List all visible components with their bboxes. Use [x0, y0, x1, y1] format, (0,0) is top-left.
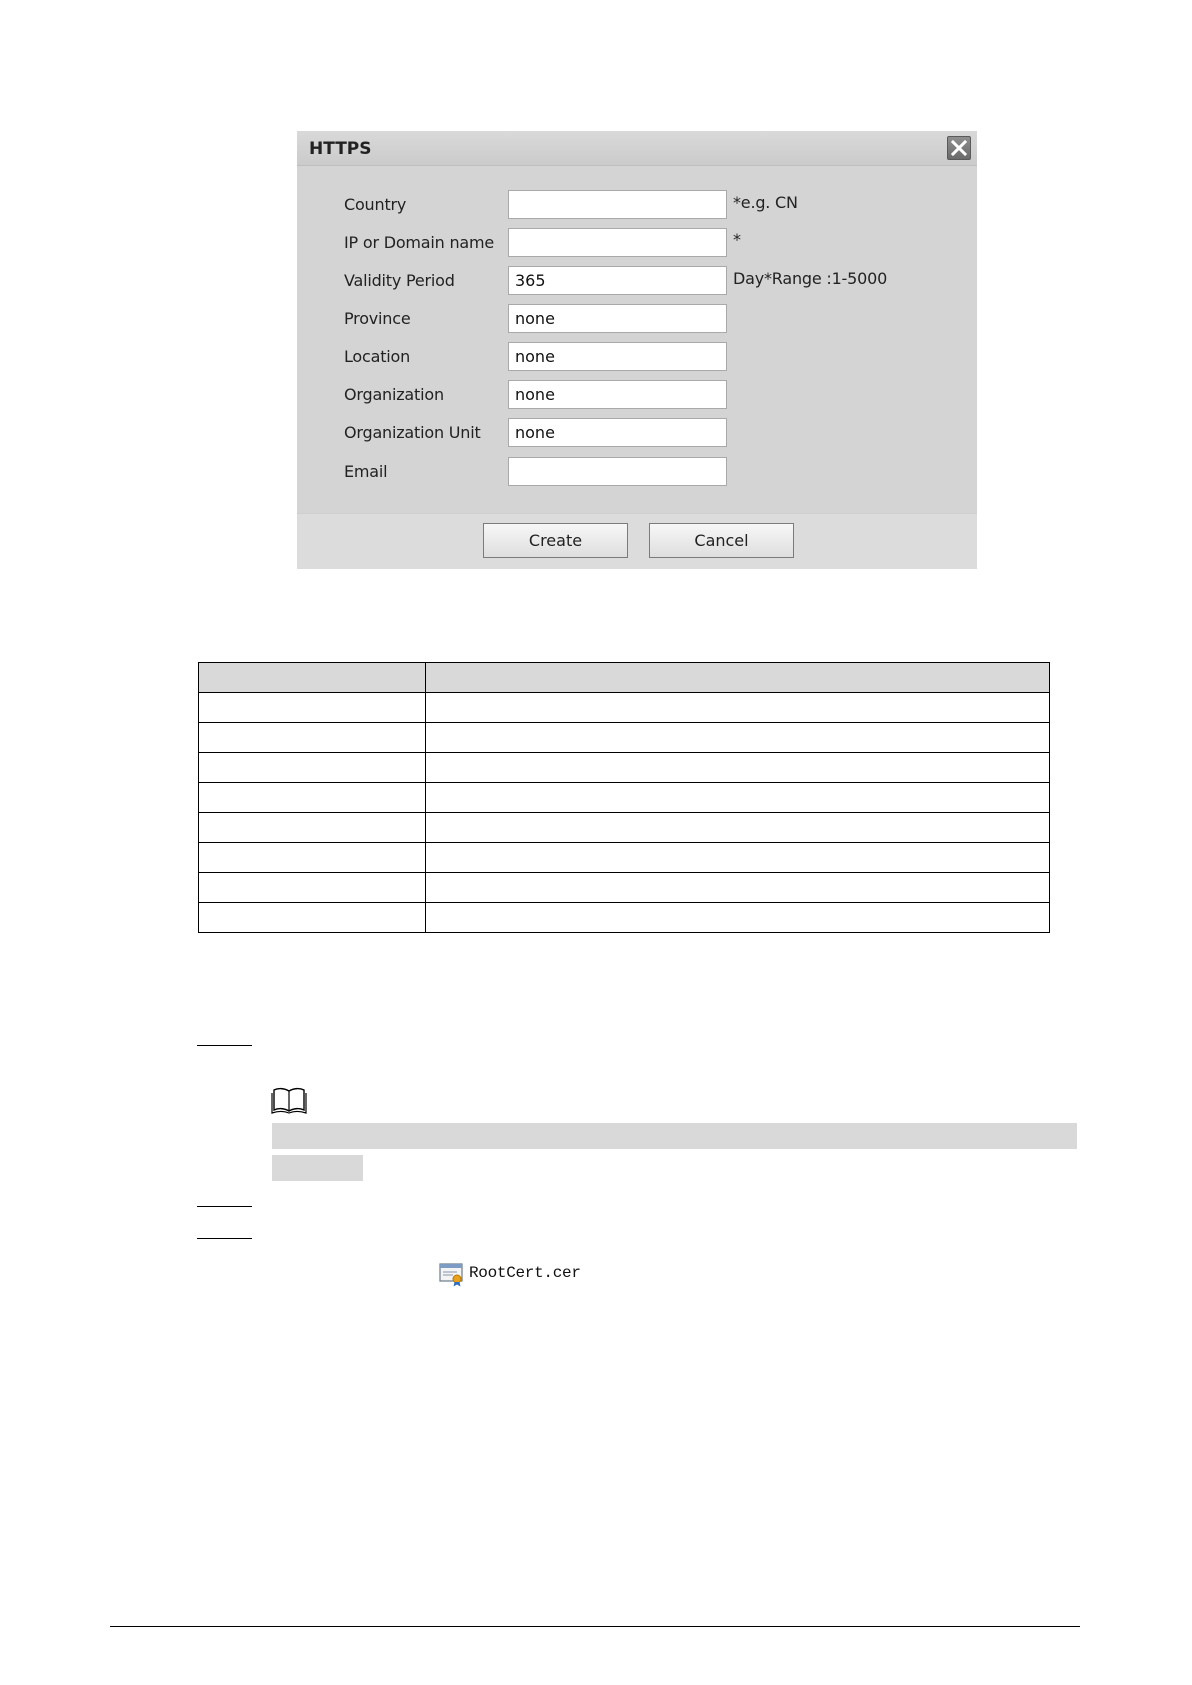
- dialog-header: [297, 131, 977, 166]
- table-row: [199, 903, 1050, 933]
- step-marker-3: [197, 1238, 252, 1239]
- table-header-row: [199, 663, 1050, 693]
- organization-input[interactable]: [508, 380, 727, 409]
- table-row: [199, 873, 1050, 903]
- table-cell: [426, 723, 1050, 753]
- table-header-description: [426, 663, 1050, 693]
- table-cell: [199, 783, 426, 813]
- table-cell: [199, 873, 426, 903]
- email-input[interactable]: [508, 457, 727, 486]
- table-cell: [199, 813, 426, 843]
- https-dialog: [297, 131, 977, 569]
- table-row: [199, 783, 1050, 813]
- table-row: [199, 753, 1050, 783]
- email-label: Email: [344, 462, 388, 481]
- table-header-parameter: [199, 663, 426, 693]
- table-cell: [426, 693, 1050, 723]
- country-input[interactable]: [508, 190, 727, 219]
- parameter-table: [198, 662, 1050, 933]
- table-cell: [199, 903, 426, 933]
- validity-period-input[interactable]: [508, 266, 727, 295]
- step-marker-1: [197, 1045, 252, 1046]
- organization-unit-input[interactable]: [508, 418, 727, 447]
- table-cell: [426, 783, 1050, 813]
- note-highlight-line-2: [272, 1155, 363, 1181]
- organization-unit-label: Organization Unit: [344, 423, 481, 442]
- table-row: [199, 723, 1050, 753]
- validity-period-hint: Day*Range :1-5000: [733, 269, 888, 288]
- table-cell: [426, 903, 1050, 933]
- table-cell: [199, 723, 426, 753]
- close-icon: [948, 137, 970, 159]
- location-input[interactable]: [508, 342, 727, 371]
- country-label: Country: [344, 195, 407, 214]
- table-cell: [426, 873, 1050, 903]
- province-input[interactable]: [508, 304, 727, 333]
- dialog-title: HTTPS: [309, 139, 372, 159]
- table-cell: [199, 753, 426, 783]
- table-cell: [426, 843, 1050, 873]
- table-cell: [426, 753, 1050, 783]
- table-cell: [426, 813, 1050, 843]
- ip-domain-label: IP or Domain name: [344, 233, 495, 252]
- ip-domain-hint: *: [733, 230, 741, 249]
- ip-domain-input[interactable]: [508, 228, 727, 257]
- validity-period-label: Validity Period: [344, 271, 455, 290]
- create-button[interactable]: Create: [483, 523, 628, 558]
- table-row: [199, 843, 1050, 873]
- certificate-file-icon: [439, 1263, 465, 1287]
- country-hint: *e.g. CN: [733, 193, 798, 212]
- table-cell: [199, 843, 426, 873]
- organization-label: Organization: [344, 385, 444, 404]
- cancel-button[interactable]: Cancel: [649, 523, 794, 558]
- note-highlight-line-1: [272, 1123, 1077, 1149]
- close-button[interactable]: [947, 136, 971, 160]
- book-note-icon: [270, 1085, 308, 1115]
- location-label: Location: [344, 347, 411, 366]
- page-footer-rule: [110, 1626, 1080, 1627]
- dialog-footer: [297, 513, 977, 569]
- certificate-file-name: RootCert.cer: [469, 1264, 581, 1282]
- province-label: Province: [344, 309, 411, 328]
- table-row: [199, 813, 1050, 843]
- table-row: [199, 693, 1050, 723]
- table-cell: [199, 693, 426, 723]
- step-marker-2: [197, 1206, 252, 1207]
